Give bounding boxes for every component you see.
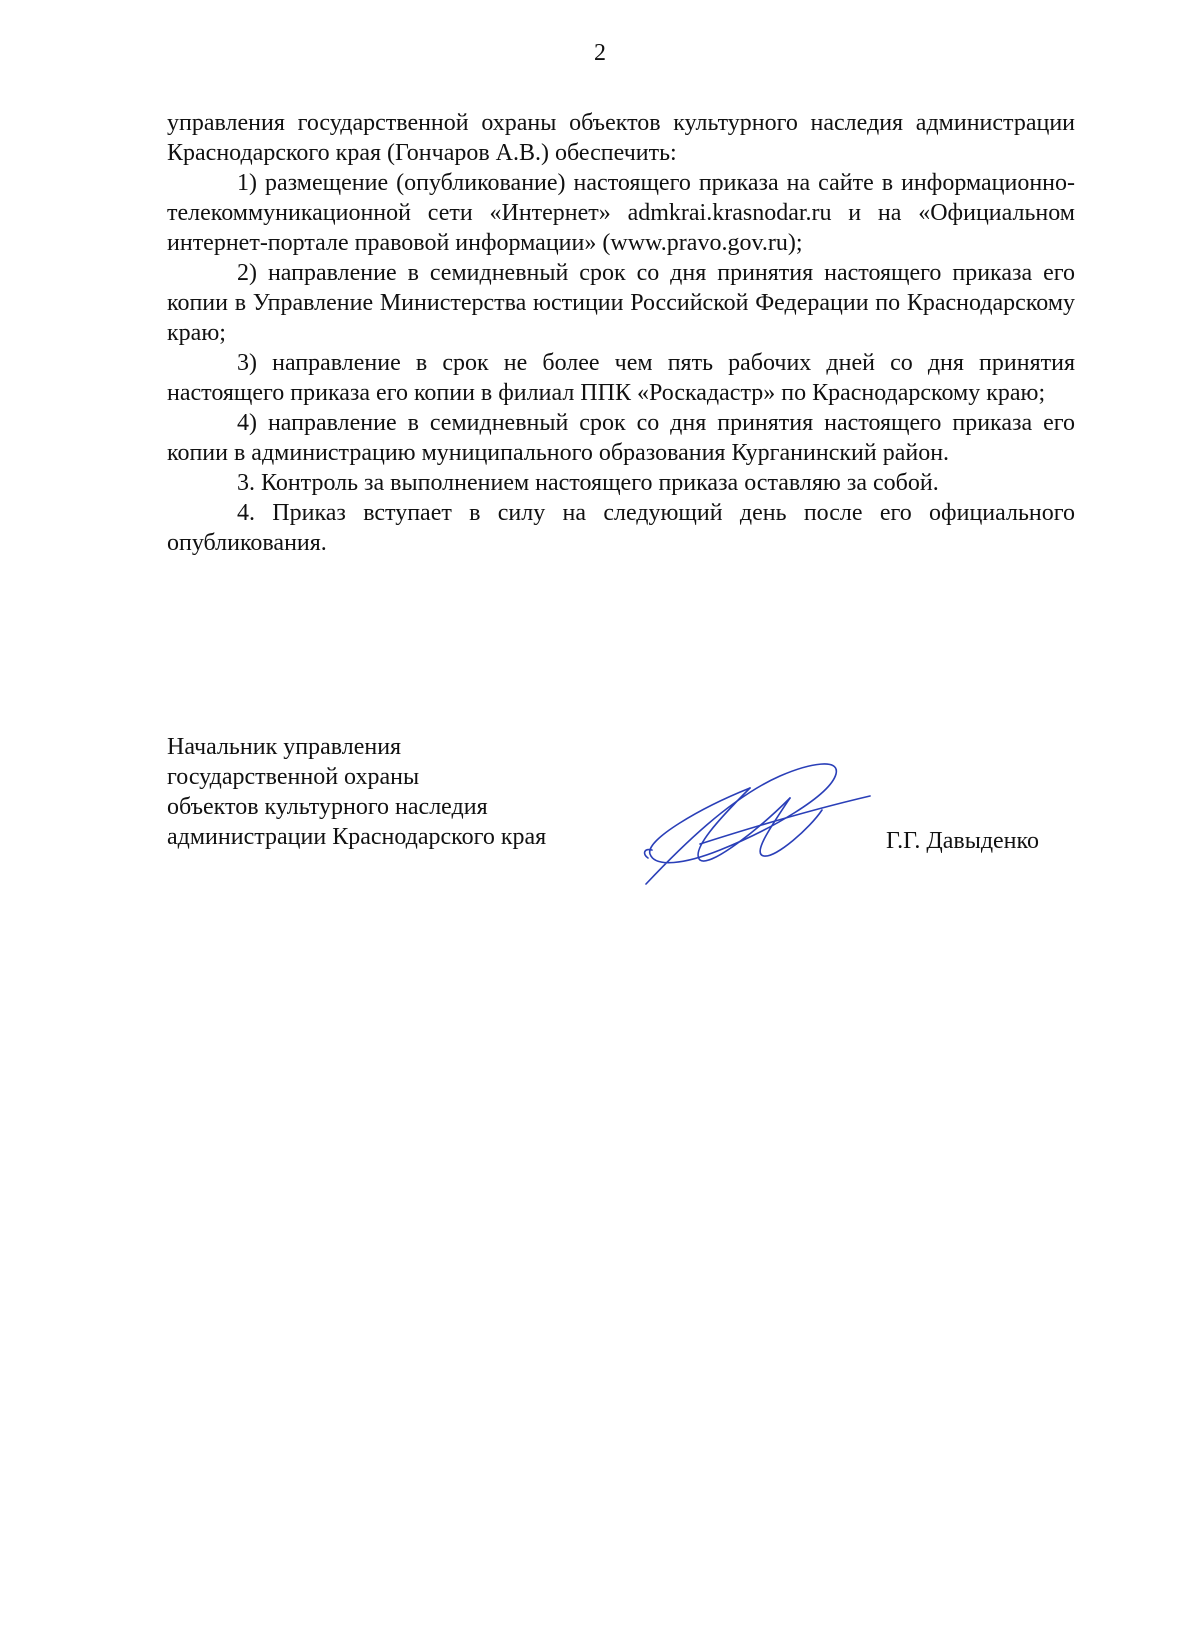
paragraph-item-3: 3) направление в срок не более чем пять рабочих дней со дня принятия настоящего приказа его копии в филиал ППК «Роскадастр» по Краснодарскому краю; [167, 350, 1075, 406]
signatory-position [167, 732, 627, 852]
page-number: 2 [594, 40, 606, 66]
paragraph-intro: управления государственной охраны объектов культурного наследия администрации Краснодарского края (Гончаров А.В.) обеспечить: [167, 110, 1075, 166]
paragraph-clause-3: 3. Контроль за выполнением настоящего приказа оставляю за собой. [237, 470, 939, 496]
paragraph-item-4: 4) направление в семидневный срок со дня принятия настоящего приказа его копии в администрацию муниципального образования Курганинский район. [167, 410, 1075, 466]
paragraph-clause-4: 4. Приказ вступает в силу на следующий день после его официального опубликования. [167, 500, 1075, 556]
document-body [167, 108, 1075, 558]
signatory-position-line: Начальник управления [167, 734, 402, 760]
handwritten-signature [640, 758, 880, 893]
paragraph-item-2: 2) направление в семидневный срок со дня принятия настоящего приказа его копии в Управление Министерства юстиции Российской Федерации по Краснодарскому краю; [167, 260, 1075, 346]
paragraph-item-1: 1) размещение (опубликование) настоящего приказа на сайте в информационно-телекоммуникационной сети «Интернет» admkrai.krasnodar.ru и на «Официальном интернет-портале правовой информации» (www.pravo.gov.ru); [167, 170, 1075, 256]
signatory-position-line: администрации Краснодарского края [167, 824, 547, 850]
signatory-position-line: государственной охраны [167, 764, 420, 790]
signatory-name: Г.Г. Давыденко [886, 828, 1039, 854]
signatory-position-line: объектов культурного наследия [167, 794, 488, 820]
